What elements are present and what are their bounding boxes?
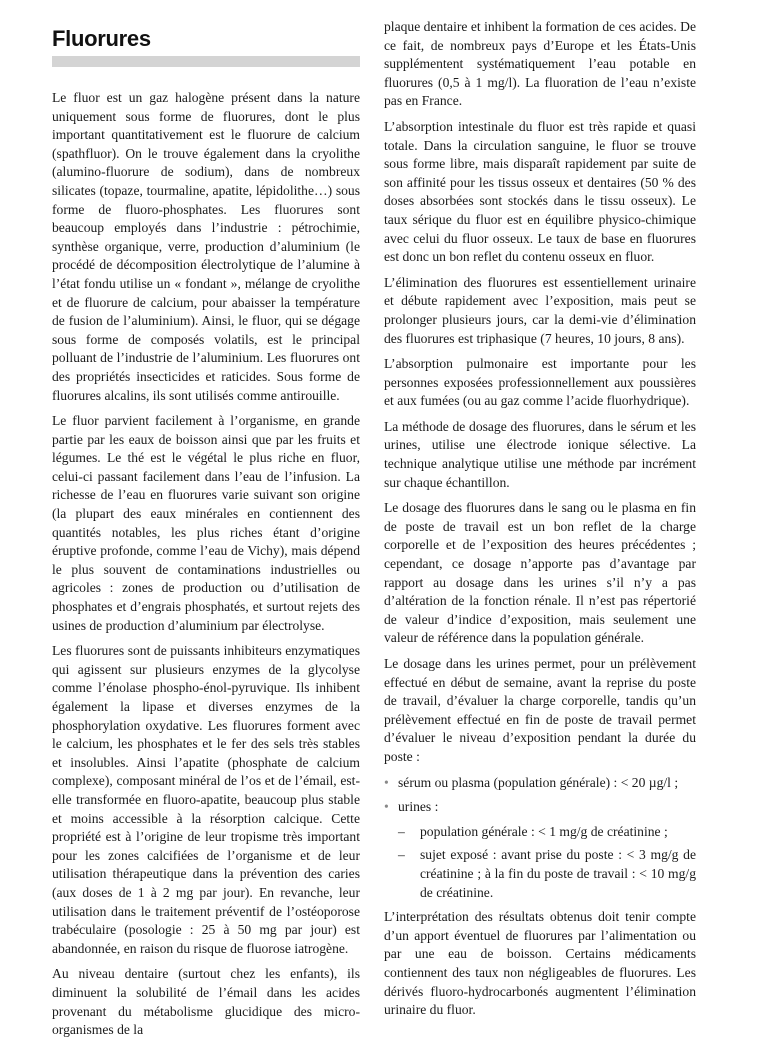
paragraph-elimination: L’élimination des fluorures est essentiellement urinaire et débute rapidement avec l’exposition, mais peut se prolonger plusieurs jours, car la demi-vie d’élimination des fluorures est triphasique (7 heures, 10 jours, 8 ans). (384, 274, 696, 346)
paragraph-pulmonary: L’absorption pulmonaire est importante pour les personnes exposées professionnellement aux poussières et aux fumées (ou au gaz comme l’acide fluorhydrique). (384, 356, 696, 409)
bullet-icon: • (384, 799, 389, 815)
bullet-icon: • (384, 774, 389, 790)
list-item-text: urines : (398, 799, 439, 815)
paragraph-dental-cont: plaque dentaire et inhibent la formation de ces acides. De ce fait, de nombreux pays d’Europe et les États-Unis supplémentent systématiquement l’eau potable en fluorures (0,5 à 1 mg/l). La fluoration de l’eau n’existe pas en France. (384, 19, 696, 109)
paragraph-enzymes: Les fluorures sont de puissants inhibiteurs enzymatiques qui agissent sur plusieurs enzymes de la glycolyse comme l’énolase phospho-énol-pyruvique. Ils inhibent également la lipase et diverses enzymes de la phosphorylation oxydative. Les fluorures forment avec le calcium, les phosphates et le fer des sels très stables et insolubles. Ainsi l’apatite (phosphate de calcium complexe), composant minéral de l’os et de l’émail, est-elle transformée en fluoro-apatite, beaucoup plus stable et moins accessible à la résorption calcique. Cette propriété est à l’origine de leur tropisme très important pour les zones calcifiées de l’organisme et de leur utilisation thérapeutique dans la prévention des caries (aux doses de 1 à 2 mg par jour). En revanche, leur utilisation dans le traitement préventif de l’ostéoporose trabéculaire (posologie : 25 à 50 mg par jour) est abandonnée, en raison du risque de fluorose iatrogène. (52, 643, 360, 956)
list-item-urines (384, 798, 696, 902)
sublist-item-exposed (398, 846, 696, 902)
paragraph-method: La méthode de dosage des fluorures, dans le sérum et les urines, utilise une électrode ionique sélective. La technique analytique utilise une méthode par incrément sur chaque échantillon. (384, 418, 696, 490)
dash-icon: – (398, 823, 405, 839)
list-item-serum (384, 774, 696, 793)
paragraph-intro: Le fluor est un gaz halogène présent dans la nature uniquement sous forme de fluorures, dont le plus important quantitativement est le fluorure de calcium (spathfluor). On le trouve également dans la cryolithe (alumino-fluorure de sodium), dans de nombreux silicates (topaze, tourmaline, apatite, lépidolithe…) sous forme de fluoro-phosphates. Les fluorures sont beaucoup employés dans l’industrie : pétrochimie, synthèse organique, verre, production d’aluminium (le procédé de décomposition électrolytique de l’alumine à l’état fondu utilise un « fondant », mélange de cryolithe et de fluorure de calcium, pour abaisser la température de fusion de l’aluminium). Ainsi, le fluor, qui se dégage sous forme de composés volatils, est le principal polluant de l’industrie de l’aluminium. Les fluorures ont des propriétés insecticides et raticides. Sous forme de fluorures alcalins, ils sont utilisés comme antirouille. (52, 90, 360, 403)
urines-sublist (398, 823, 696, 902)
list-item-text: sérum ou plasma (population générale) : < 20 µg/l ; (398, 774, 679, 790)
sublist-item-text: population générale : < 1 mg/g de créatinine ; (420, 823, 668, 839)
dash-icon: – (398, 847, 405, 863)
page-title: Fluorures (52, 26, 151, 51)
paragraph-absorption: L’absorption intestinale du fluor est très rapide et quasi totale. Dans la circulation sanguine, le fluor se trouve sous forme libre, mais disparaît rapidement par suite de son affinité pour les tissus osseux et dentaires (50 % des doses absorbées sont stockés dans le tissu osseux). Le taux sérique du fluor est en équilibre physico-chimique avec celui du fluor osseux. Le taux de base en fluorures est donc un bon reflet du contenu osseux en fluor. (384, 118, 696, 265)
right-column (384, 18, 696, 1027)
paragraph-interpretation: L’interprétation des résultats obtenus doit tenir compte d’un apport éventuel de fluorures par l’alimentation ou par une eau de boisson. Certains médicaments contiennent des taux non négligeables de fluorures. Les dérivés fluoro-hydrocarbonés augmentent l’élimination urinaire du fluor. (384, 909, 696, 1018)
paragraph-sources: Le fluor parvient facilement à l’organisme, en grande partie par les eaux de boisson ainsi que par les fruits et légumes. Le thé est le végétal le plus riche en fluor, celui-ci passant facilement dans l’eau de l’infusion. La richesse de l’eau en fluorures varie suivant son origine (la plupart des eaux minérales en contiennent des quantités notables, les plus riches étant d’origine éruptive profonde, comme l’eau de Vichy), mais dépend le plus souvent de contaminations industrielles ou agricoles : zones de production ou d’utilisation de phosphates et d’engrais phosphatés, et surtout rejets des usines de production d’aluminium par électrolyse. (52, 413, 360, 633)
paragraph-urine-dosage: Le dosage dans les urines permet, pour un prélèvement effectué en début de semaine, avant la reprise du poste de travail, d’évaluer la charge corporelle, tandis qu’un prélèvement effectué en fin de poste de travail permet d’évaluer le niveau d’exposition pendant la durée du poste : (384, 656, 696, 764)
reference-values-list (384, 774, 696, 903)
sublist-item-general (398, 823, 696, 842)
paragraph-blood-dosage: Le dosage des fluorures dans le sang ou le plasma en fin de poste de travail est un bon reflet de la charge corporelle et de l’exposition des heures précédentes ; cependant, ce dosage n’apporte pas d’avantage par rapport au dosage dans les urines s’il n’y a pas d’altération de la fonction rénale. Il n’est pas répertorié de valeur d’indice d’exposition, mais seulement une valeur de référence dans la population générale. (384, 500, 696, 646)
paragraph-dental: Au niveau dentaire (surtout chez les enfants), ils diminuent la solubilité de l’émail dans les acides provenant du métabolisme glucidique des micro-organismes de la (52, 966, 360, 1038)
sublist-item-text: sujet exposé : avant prise du poste : < 3 mg/g de créatinine ; à la fin du poste de travail : < 10 mg/g de créatinine. (420, 847, 696, 900)
title-underline-bar (52, 56, 360, 67)
